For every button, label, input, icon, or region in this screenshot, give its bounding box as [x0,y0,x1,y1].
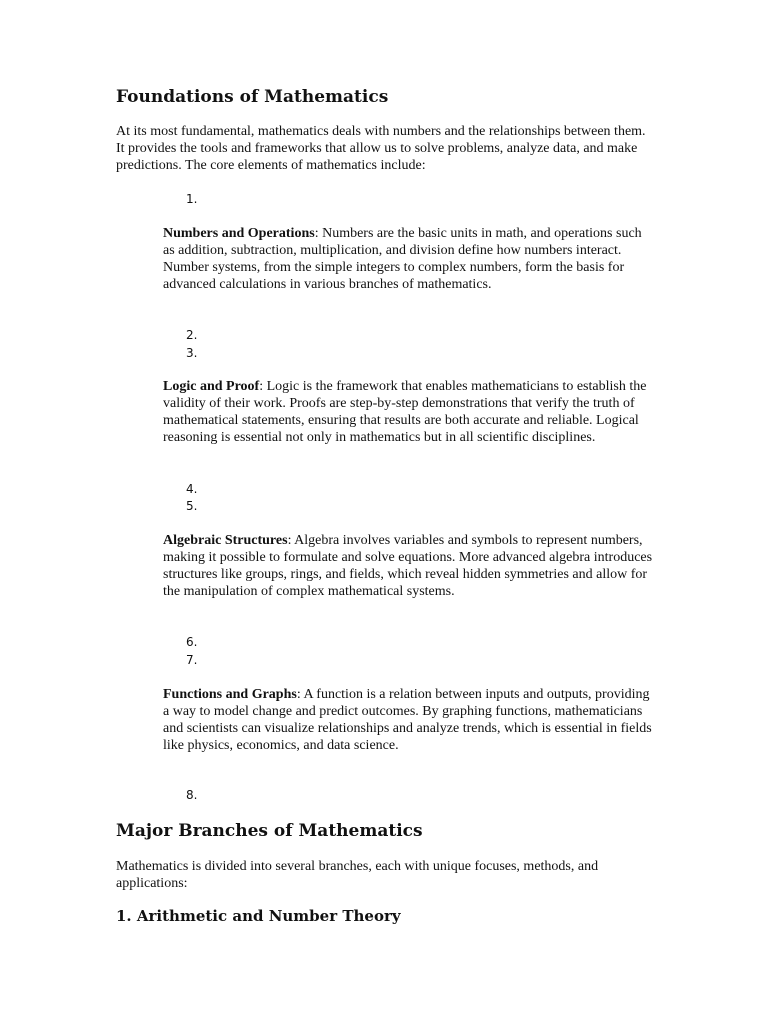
list-number: 3. [186,346,198,360]
list-number: 6. [186,635,198,649]
heading-foundations-of-mathematics: Foundations of Mathematics [116,87,389,107]
element-term: Algebraic Structures [163,533,288,548]
element-logic-and-proof [163,378,658,446]
list-number: 4. [186,482,198,496]
element-text: : Numbers are the basic units in math, and operations such as addition, subtraction, multiplication, and division define how numbers interact. Number systems, from the simple integers to complex numbers, form the basis for advanced calculations in various branches of mathematics. [163,226,642,292]
list-number: 5. [186,499,198,513]
element-text: : Logic is the framework that enables mathematicians to establish the validity of their work. Proofs are step-by-step demonstrations that verify the truth of mathematical statements, ensuring that results are both accurate and reliable. Logical reasoning is essential not only in mathematics but in all scientific disciplines. [163,379,647,445]
element-algebraic-structures [163,532,658,600]
element-functions-and-graphs [163,686,653,754]
list-number: 8. [186,788,198,802]
subheading-arithmetic-and-number-theory: 1. Arithmetic and Number Theory [116,907,401,925]
element-text: : Algebra involves variables and symbols to represent numbers, making it possible to formulate and solve equations. More advanced algebra introduces structures like groups, rings, and fields, which reveal hidden symmetries and allow for the manipulation of complex mathematical systems. [163,533,653,599]
element-term: Logic and Proof [163,379,260,394]
list-number: 1. [186,192,198,206]
list-number: 2. [186,328,198,342]
element-term: Numbers and Operations [163,226,315,241]
branches-paragraph: Mathematics is divided into several branches, each with unique focuses, methods, and applications: [116,859,599,891]
heading-major-branches-of-mathematics: Major Branches of Mathematics [116,821,423,841]
element-term: Functions and Graphs [163,687,297,702]
intro-paragraph: At its most fundamental, mathematics deals with numbers and the relationships between them. It provides the tools and frameworks that allow us to solve problems, analyze data, and make predictions. The core elements of mathematics include: [116,124,646,173]
element-text: : A function is a relation between inputs and outputs, providing a way to model change and predict outcomes. By graphing functions, mathematicians and scientists can visualize relationships and analyze trends, which is essential in fields like physics, economics, and data science. [163,687,652,753]
list-number: 7. [186,653,198,667]
element-numbers-and-operations [163,225,653,293]
